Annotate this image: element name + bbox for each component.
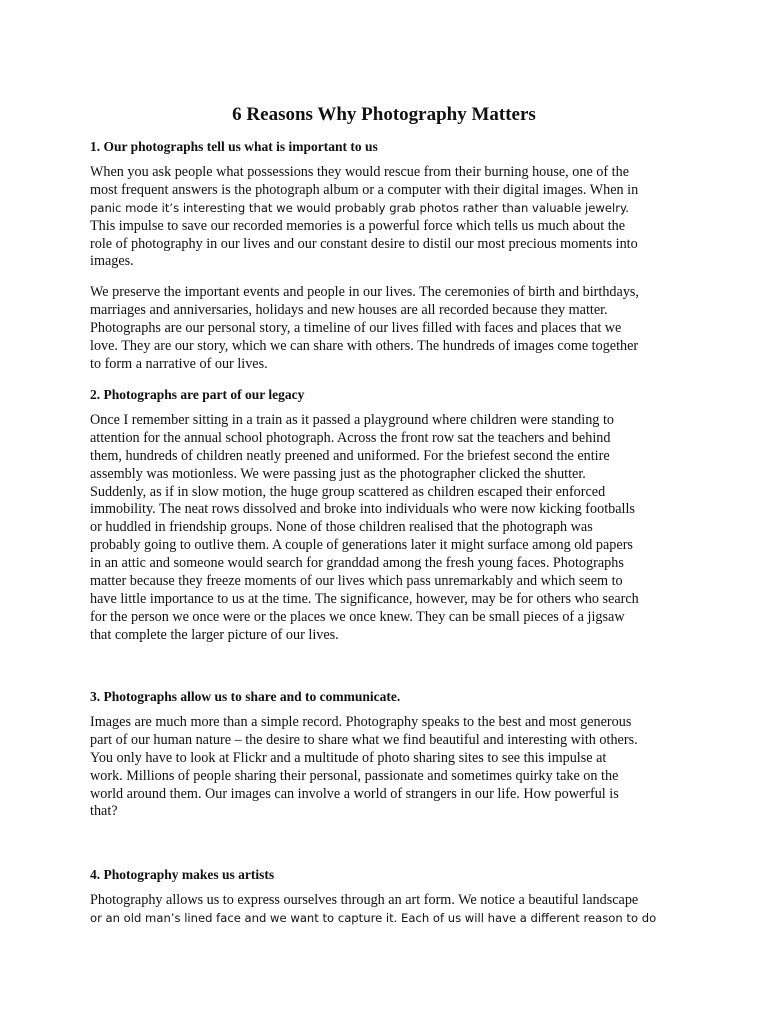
section-4-paragraph-1 (90, 892, 680, 928)
section-3-paragraph-1 (90, 714, 680, 821)
section-1-heading: 1. Our photographs tell us what is important to us (90, 139, 378, 154)
text-line: that complete the larger picture of our lives. (90, 626, 339, 643)
text-line: or an old man’s lined face and we want to capture it. Each of us will have a different reason to do (90, 910, 657, 925)
section-3-heading: 3. Photographs allow us to share and to communicate. (90, 689, 401, 704)
text-line: Photographs are our personal story, a timeline of our lives filled with faces and places that we (90, 319, 622, 336)
text-line: attention for the annual school photograph. Across the front row sat the teachers and behind (90, 429, 611, 446)
text-line: probably going to outlive them. A couple of generations later it might surface among old papers (90, 537, 633, 554)
text-line: immobility. The neat rows dissolved and broke into individuals who were now kicking footballs (90, 501, 635, 518)
text-line: world around them. Our images can involve a world of strangers in our life. How powerful is (90, 785, 619, 802)
section-4-heading: 4. Photography makes us artists (90, 867, 275, 882)
text-line: that? (90, 803, 118, 820)
text-line: You only have to look at Flickr and a multitude of photo sharing sites to see this impulse at (90, 749, 607, 766)
text-line: Suddenly, as if in slow motion, the huge group scattered as children escaped their enforced (90, 483, 606, 500)
text-line: We preserve the important events and people in our lives. The ceremonies of birth and birthdays, (90, 284, 639, 300)
text-line: love. They are our story, which we can share with others. The hundreds of images come together (90, 337, 639, 354)
text-line: them, hundreds of children neatly preened and uniformed. For the briefest second the entire (90, 447, 610, 464)
text-line: role of photography in our lives and our constant desire to distil our most precious moments into (90, 235, 638, 252)
text-line: or huddled in friendship groups. None of those children realised that the photograph was (90, 519, 593, 536)
text-line: panic mode it’s interesting that we would probably grab photos rather than valuable jewelry. (90, 200, 629, 215)
section-2-heading: 2. Photographs are part of our legacy (90, 387, 305, 402)
text-line: Once I remember sitting in a train as it passed a playground where children were standing to (90, 412, 614, 428)
section-2-paragraph-1 (90, 412, 680, 645)
text-line: matter because they freeze moments of our lives which pass unremarkably and which seem to (90, 573, 623, 590)
text-line: for the person we once were or the places we once knew. They can be small pieces of a jigsaw (90, 608, 625, 625)
text-line: have little importance to us at the time. The significance, however, may be for others who search (90, 590, 639, 607)
text-line: marriages and anniversaries, holidays and new houses are all recorded because they matter. (90, 301, 608, 318)
text-line: work. Millions of people sharing their personal, passionate and sometimes quirky take on the (90, 767, 619, 784)
text-line: in an attic and someone would search for granddad among the fresh young faces. Photographs (90, 555, 624, 572)
text-line: When you ask people what possessions they would rescue from their burning house, one of the (90, 164, 630, 180)
section-1-paragraph-1 (90, 164, 680, 271)
text-line: most frequent answers is the photograph album or a computer with their digital images. When in (90, 181, 639, 198)
page-title: 6 Reasons Why Photography Matters (232, 104, 536, 125)
text-line: Photography allows us to express ourselves through an art form. We notice a beautiful landscape (90, 892, 639, 908)
text-line: images. (90, 253, 134, 270)
text-line: assembly was motionless. We were passing just as the photographer clicked the shutter. (90, 465, 586, 482)
text-line: to form a narrative of our lives. (90, 355, 268, 372)
text-line: part of our human nature – the desire to share what we find beautiful and interesting with others. (90, 731, 638, 748)
text-line: Images are much more than a simple record. Photography speaks to the best and most generous (90, 714, 632, 730)
section-1-paragraph-2 (90, 284, 680, 373)
text-line: This impulse to save our recorded memories is a powerful force which tells us much about the (90, 217, 626, 234)
